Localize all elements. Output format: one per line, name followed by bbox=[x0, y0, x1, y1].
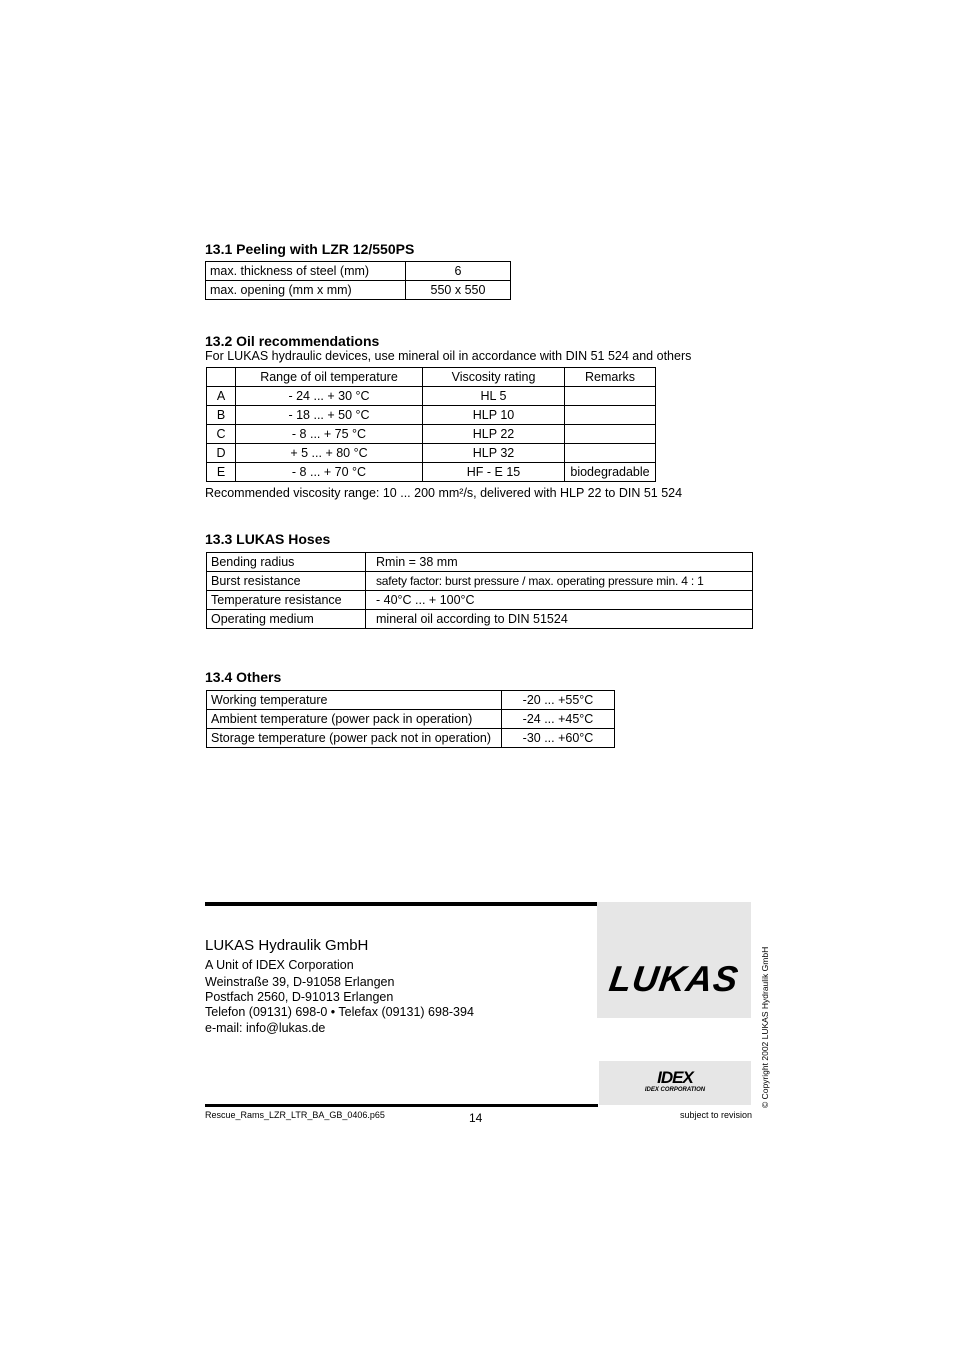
table-cell: Temperature resistance bbox=[207, 591, 366, 610]
table-cell: - 24 ... + 30 °C bbox=[236, 387, 423, 406]
table-cell: -24 ... +45°C bbox=[502, 710, 615, 729]
company-unit: A Unit of IDEX Corporation bbox=[205, 958, 354, 972]
address-street: Weinstraße 39, D-91058 Erlangen bbox=[205, 975, 395, 989]
table-cell: biodegradable bbox=[565, 463, 656, 482]
table-cell: A bbox=[207, 387, 236, 406]
section-13-2-heading: 13.2 Oil recommendations bbox=[205, 333, 380, 349]
table-row bbox=[207, 691, 615, 710]
table-cell: HLP 22 bbox=[423, 425, 565, 444]
table-cell bbox=[565, 444, 656, 463]
address-postbox: Postfach 2560, D-91013 Erlangen bbox=[205, 990, 394, 1004]
table-cell: + 5 ... + 80 °C bbox=[236, 444, 423, 463]
table-cell: - 40°C ... + 100°C bbox=[366, 591, 753, 610]
table-cell: Ambient temperature (power pack in operation) bbox=[207, 710, 502, 729]
table-row bbox=[207, 572, 753, 591]
table-cell: Rmin = 38 mm bbox=[366, 553, 753, 572]
oil-table bbox=[206, 367, 656, 482]
table-row bbox=[207, 444, 656, 463]
idex-logo: IDEX bbox=[657, 1068, 693, 1087]
table-cell: Burst resistance bbox=[207, 572, 366, 591]
section-13-3-heading: 13.3 LUKAS Hoses bbox=[205, 531, 331, 547]
table-header bbox=[207, 368, 236, 387]
footer-top-rule bbox=[205, 902, 597, 906]
table-header: Viscosity rating bbox=[423, 368, 565, 387]
table-cell: B bbox=[207, 406, 236, 425]
table-cell: max. thickness of steel (mm) bbox=[206, 262, 406, 281]
table-cell: - 8 ... + 70 °C bbox=[236, 463, 423, 482]
table-row bbox=[207, 710, 615, 729]
table-row bbox=[207, 387, 656, 406]
table-cell: max. opening (mm x mm) bbox=[206, 281, 406, 300]
table-cell: 6 bbox=[406, 262, 511, 281]
table-cell: HLP 10 bbox=[423, 406, 565, 425]
section-13-1-heading: 13.1 Peeling with LZR 12/550PS bbox=[205, 241, 415, 257]
table-cell: -20 ... +55°C bbox=[502, 691, 615, 710]
table-header: Range of oil temperature bbox=[236, 368, 423, 387]
table-cell: - 8 ... + 75 °C bbox=[236, 425, 423, 444]
table-row bbox=[207, 610, 753, 629]
table-row bbox=[206, 281, 511, 300]
table-cell bbox=[565, 387, 656, 406]
table-header: Remarks bbox=[565, 368, 656, 387]
footer-bottom-rule bbox=[205, 1104, 598, 1107]
table-cell: C bbox=[207, 425, 236, 444]
table-row bbox=[207, 425, 656, 444]
table-cell: 550 x 550 bbox=[406, 281, 511, 300]
table-cell: Bending radius bbox=[207, 553, 366, 572]
table-cell: mineral oil according to DIN 51524 bbox=[366, 610, 753, 629]
table-row bbox=[207, 553, 753, 572]
hoses-table bbox=[206, 552, 753, 629]
oil-intro-text: For LUKAS hydraulic devices, use mineral oil in accordance with DIN 51 524 and others bbox=[205, 349, 692, 363]
peeling-table bbox=[205, 261, 511, 300]
table-row bbox=[207, 591, 753, 610]
table-cell: D bbox=[207, 444, 236, 463]
table-row bbox=[206, 262, 511, 281]
table-cell bbox=[565, 425, 656, 444]
table-cell: Operating medium bbox=[207, 610, 366, 629]
table-cell: HLP 32 bbox=[423, 444, 565, 463]
table-cell: -30 ... +60°C bbox=[502, 729, 615, 748]
table-cell: - 18 ... + 50 °C bbox=[236, 406, 423, 425]
table-cell: HL 5 bbox=[423, 387, 565, 406]
table-cell: Working temperature bbox=[207, 691, 502, 710]
table-cell: Storage temperature (power pack not in operation) bbox=[207, 729, 502, 748]
phone-fax: Telefon (09131) 698-0 • Telefax (09131) 698-394 bbox=[205, 1005, 474, 1019]
lukas-logo: LUKAS bbox=[606, 958, 742, 999]
company-name: LUKAS Hydraulik GmbH bbox=[205, 937, 369, 954]
revision-note: subject to revision bbox=[680, 1110, 753, 1120]
page-number: 14 bbox=[469, 1111, 483, 1125]
idex-logo-box bbox=[599, 1061, 751, 1105]
table-cell bbox=[565, 406, 656, 425]
email: e-mail: info@lukas.de bbox=[205, 1021, 326, 1035]
file-name: Rescue_Rams_LZR_LTR_BA_GB_0406.p65 bbox=[205, 1110, 385, 1120]
table-row bbox=[207, 463, 656, 482]
lukas-logo-box bbox=[597, 902, 751, 1018]
section-13-4-heading: 13.4 Others bbox=[205, 669, 282, 685]
table-cell: E bbox=[207, 463, 236, 482]
table-row bbox=[207, 406, 656, 425]
table-header-row bbox=[207, 368, 656, 387]
table-row bbox=[207, 729, 615, 748]
viscosity-note: Recommended viscosity range: 10 ... 200 mm²/s, delivered with HLP 22 to DIN 51 524 bbox=[205, 486, 683, 500]
others-table bbox=[206, 690, 615, 748]
copyright-notice: © Copyright 2002 LUKAS Hydraulik GmbH bbox=[760, 946, 770, 1108]
table-cell: HF - E 15 bbox=[423, 463, 565, 482]
idex-corporation-label: IDEX CORPORATION bbox=[644, 1087, 706, 1093]
table-cell: safety factor: burst pressure / max. operating pressure min. 4 : 1 bbox=[366, 572, 753, 591]
